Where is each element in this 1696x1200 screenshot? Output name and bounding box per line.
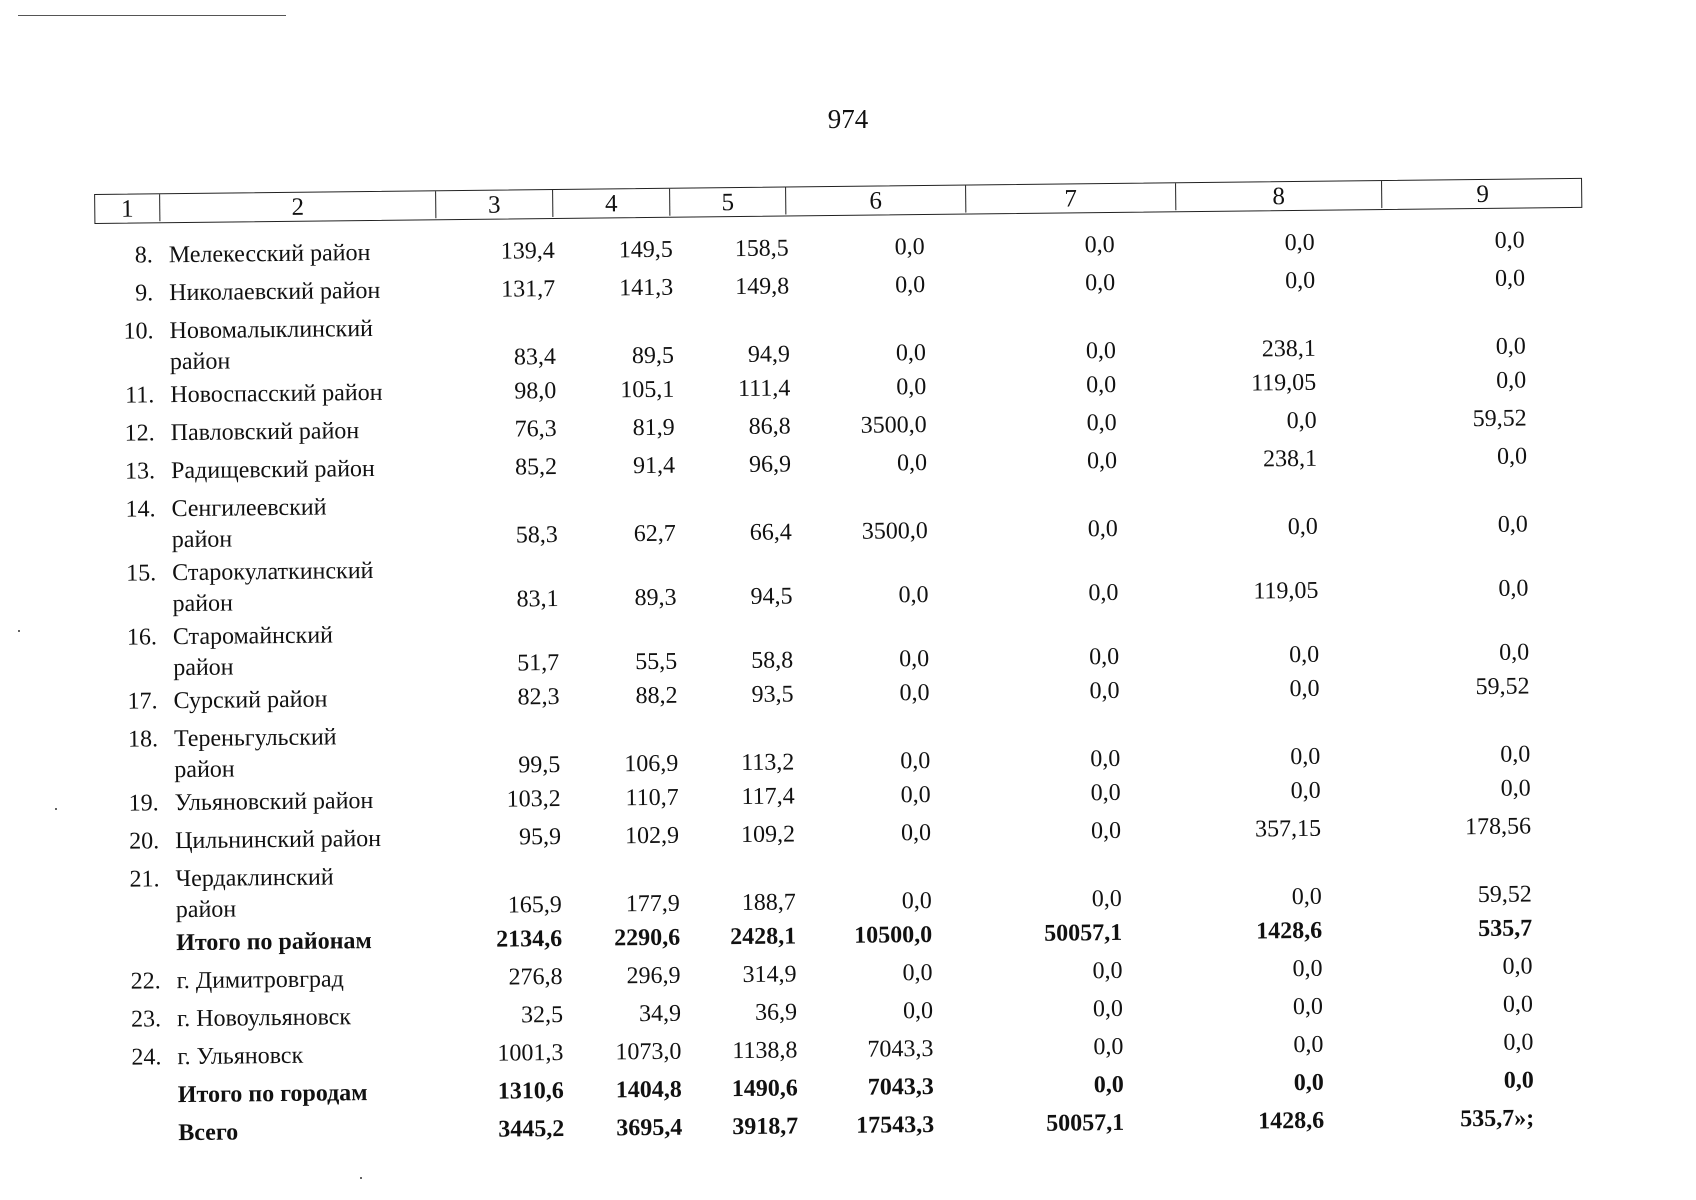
cell-col-8: 0,0	[1293, 1069, 1324, 1097]
cell-col-5: 96,9	[748, 451, 792, 478]
cell-col-6: 7043,3	[867, 1035, 934, 1063]
cell-col-9: 0,0	[1503, 1029, 1534, 1056]
cell-col-8: 0,0	[1287, 513, 1318, 541]
header-col-3: 3	[435, 190, 552, 218]
cell-col-6: 0,0	[895, 340, 927, 367]
cell-col-7: 0,0	[1091, 885, 1122, 913]
row-name	[169, 313, 510, 379]
cell-col-4: 177,9	[625, 890, 680, 918]
row-name	[169, 275, 509, 310]
cell-col-4: 62,7	[633, 520, 676, 548]
row-number: 14.	[125, 496, 156, 523]
cell-col-3: 32,5	[520, 1001, 564, 1029]
row-name-line: г. Новоульяновск	[176, 1004, 352, 1033]
cell-col-9: 0,0	[1497, 511, 1528, 538]
cell-col-4: 34,9	[638, 1000, 682, 1028]
row-name-line: район	[173, 654, 234, 682]
cell-col-5: 66,4	[749, 519, 792, 546]
cell-col-7: 0,0	[1092, 957, 1123, 985]
cell-col-5: 94,5	[750, 583, 793, 610]
cell-col-6: 10500,0	[854, 921, 933, 949]
cell-col-8: 0,0	[1289, 641, 1320, 669]
row-name	[174, 720, 515, 786]
row-name	[173, 618, 514, 684]
cell-col-5: 1138,8	[732, 1037, 798, 1065]
cell-col-3: 131,7	[501, 276, 556, 303]
cell-col-9: 0,0	[1502, 953, 1533, 980]
cell-col-5: 36,9	[754, 999, 798, 1026]
cell-col-5: 86,8	[748, 413, 791, 440]
cell-col-9: 59,52	[1472, 405, 1527, 433]
cell-col-6: 0,0	[902, 997, 934, 1025]
row-number: 21.	[129, 866, 160, 893]
cell-col-9: 59,52	[1475, 673, 1530, 701]
cell-col-8: 0,0	[1284, 229, 1315, 257]
cell-col-6: 0,0	[896, 374, 927, 401]
cell-col-3: 98,0	[514, 378, 557, 405]
row-number: 11.	[125, 382, 155, 409]
cell-col-9: 535,7»;	[1460, 1105, 1535, 1133]
cell-col-5: 3918,7	[732, 1113, 799, 1141]
row-name-line: г. Ульяновск	[177, 1042, 304, 1071]
cell-col-9: 0,0	[1495, 333, 1526, 360]
cell-col-8: 0,0	[1290, 743, 1321, 771]
header-col-6: 6	[785, 186, 965, 215]
cell-col-8: 0,0	[1292, 993, 1324, 1021]
scan-speck	[55, 808, 57, 810]
row-number: 13.	[124, 458, 156, 485]
row-name	[176, 924, 516, 959]
row-name	[171, 490, 512, 556]
row-name-line: г. Димитровград	[176, 966, 344, 995]
cell-col-8: 238,1	[1262, 445, 1318, 473]
cell-col-4: 141,3	[619, 274, 674, 302]
row-name	[178, 1114, 518, 1149]
cell-col-8: 357,15	[1254, 815, 1322, 843]
cell-col-7: 0,0	[1087, 515, 1118, 543]
row-name-line: Итого по районам	[176, 928, 372, 957]
cell-col-7: 50057,1	[1044, 919, 1123, 947]
row-name-line: Радищевский район	[170, 455, 375, 485]
header-col-2: 2	[159, 191, 435, 221]
cell-col-5: 113,2	[741, 749, 795, 777]
cell-col-3: 3445,2	[498, 1115, 565, 1143]
cell-col-3: 76,3	[514, 416, 557, 443]
row-number: 12.	[124, 420, 155, 447]
row-name-line: район	[172, 590, 234, 618]
row-number: 24.	[131, 1044, 162, 1071]
row-name-line: район	[175, 896, 237, 924]
cell-col-9: 0,0	[1496, 443, 1528, 470]
row-name-line: Новомалыклинский	[169, 315, 374, 345]
cell-col-8: 0,0	[1293, 1031, 1324, 1059]
cell-col-5: 94,9	[747, 341, 791, 368]
row-name-line: Всего	[178, 1119, 239, 1147]
cell-col-8: 119,05	[1250, 369, 1317, 397]
cell-col-8: 0,0	[1292, 955, 1323, 983]
header-col-5: 5	[669, 188, 785, 216]
cell-col-4: 55,5	[635, 648, 678, 676]
cell-col-3: 95,9	[518, 823, 562, 851]
table-header	[94, 178, 1582, 224]
row-name-line: район	[174, 756, 235, 784]
row-name-line: Сенгилеевский	[171, 494, 327, 523]
scan-speck	[18, 630, 20, 632]
cell-col-6: 0,0	[902, 959, 933, 987]
cell-col-3: 58,3	[515, 521, 558, 549]
cell-col-8: 1428,6	[1258, 1107, 1325, 1135]
cell-col-8: 119,05	[1253, 577, 1319, 605]
cell-col-6: 3500,0	[860, 411, 927, 439]
cell-col-5: 93,5	[751, 681, 794, 708]
cell-col-4: 89,3	[634, 584, 677, 612]
row-name-line: Цильнинский район	[174, 825, 382, 855]
header-col-8: 8	[1175, 181, 1381, 210]
cell-col-7: 0,0	[1086, 409, 1117, 437]
row-name-line: Мелекесский район	[168, 240, 371, 269]
row-name-line: Ульяновский район	[174, 788, 374, 817]
cell-col-6: 0,0	[900, 747, 931, 775]
cell-col-4: 149,5	[618, 236, 673, 264]
cell-col-9: 178,56	[1464, 813, 1532, 841]
cell-col-5: 188,7	[741, 889, 796, 917]
row-name	[170, 377, 510, 412]
cell-col-4: 81,9	[632, 414, 675, 442]
cell-col-9: 0,0	[1502, 991, 1534, 1018]
cell-col-4: 88,2	[635, 682, 678, 710]
cell-col-3: 85,2	[514, 453, 558, 481]
cell-col-7: 50057,1	[1046, 1109, 1125, 1137]
cell-col-3: 103,2	[506, 785, 561, 813]
row-name	[177, 1038, 517, 1073]
row-number: 23.	[130, 1006, 162, 1033]
row-name-line: Сурский район	[173, 686, 328, 715]
cell-col-6: 0,0	[900, 781, 931, 809]
header-col-4: 4	[552, 189, 669, 217]
cell-col-7: 0,0	[1084, 269, 1116, 297]
cell-col-7: 0,0	[1086, 371, 1117, 399]
cell-col-7: 0,0	[1093, 1033, 1124, 1061]
cell-col-9: 0,0	[1500, 741, 1531, 768]
cell-col-5: 117,4	[741, 783, 795, 811]
cell-col-9: 0,0	[1494, 265, 1526, 292]
cell-col-9: 0,0	[1503, 1067, 1534, 1094]
cell-col-7: 0,0	[1089, 677, 1120, 705]
row-name-line: Итого по городам	[177, 1080, 368, 1109]
cell-col-5: 1490,6	[731, 1075, 798, 1103]
cell-col-6: 0,0	[896, 449, 928, 477]
cell-col-5: 314,9	[742, 961, 797, 989]
cell-col-7: 0,0	[1089, 643, 1120, 671]
cell-col-5: 58,8	[751, 647, 794, 674]
row-name	[171, 452, 511, 487]
cell-col-4: 89,5	[631, 342, 675, 370]
cell-col-5: 109,2	[740, 821, 796, 849]
cell-col-4: 106,9	[624, 750, 679, 778]
cell-col-9: 0,0	[1498, 575, 1529, 602]
cell-col-8: 238,1	[1261, 335, 1316, 363]
cell-col-8: 1428,6	[1256, 917, 1323, 945]
cell-col-8: 0,0	[1284, 267, 1316, 295]
cell-col-7: 0,0	[1090, 779, 1121, 807]
row-name	[177, 1000, 517, 1035]
cell-col-6: 0,0	[899, 645, 930, 673]
row-name	[176, 962, 516, 997]
cell-col-7: 0,0	[1088, 579, 1119, 607]
cell-col-9: 535,7	[1477, 915, 1533, 943]
cell-col-4: 2290,6	[614, 924, 681, 952]
cell-col-9: 0,0	[1496, 367, 1527, 394]
cell-col-6: 0,0	[894, 234, 925, 261]
cell-col-7: 0,0	[1092, 995, 1124, 1023]
cell-col-9: 0,0	[1494, 227, 1525, 254]
row-name	[169, 237, 509, 272]
row-name	[175, 822, 515, 857]
row-name-line: Павловский район	[170, 418, 360, 447]
cell-col-6: 3500,0	[861, 517, 928, 545]
cell-col-7: 0,0	[1084, 231, 1115, 259]
cell-col-5: 149,8	[735, 273, 790, 301]
cell-col-6: 7043,3	[867, 1073, 934, 1101]
cell-col-7: 0,0	[1090, 745, 1121, 773]
cell-col-3: 51,7	[517, 649, 560, 677]
cell-col-4: 3695,4	[616, 1114, 683, 1142]
cell-col-3: 1001,3	[497, 1039, 564, 1067]
cell-col-6: 0,0	[900, 819, 932, 847]
cell-col-6: 0,0	[898, 581, 929, 609]
row-name-line: Тереньгульский	[173, 724, 337, 753]
row-number: 9.	[135, 280, 154, 307]
cell-col-8: 0,0	[1291, 883, 1322, 911]
cell-col-3: 165,9	[507, 891, 562, 919]
row-name	[173, 682, 513, 717]
cell-col-7: 0,0	[1093, 1071, 1124, 1099]
row-number: 20.	[128, 828, 160, 855]
cell-col-8: 0,0	[1286, 407, 1317, 435]
cell-col-4: 296,9	[626, 962, 681, 990]
cell-col-7: 0,0	[1090, 817, 1122, 845]
cell-col-6: 17543,3	[856, 1111, 935, 1139]
cell-col-9: 59,52	[1477, 881, 1532, 909]
cell-col-3: 139,4	[500, 238, 555, 265]
cell-col-6: 0,0	[901, 887, 932, 915]
row-name	[172, 554, 513, 620]
page-number: 974	[827, 104, 869, 134]
cell-col-3: 276,8	[508, 963, 563, 991]
cell-col-7: 0,0	[1086, 447, 1118, 475]
row-name-line: Новоспасский район	[170, 379, 383, 409]
row-name-line: район	[169, 348, 231, 376]
scan-speck	[360, 1177, 362, 1179]
row-name	[178, 1076, 518, 1111]
cell-col-4: 110,7	[625, 784, 679, 812]
row-name	[175, 784, 515, 819]
cell-col-7: 0,0	[1085, 337, 1117, 365]
cell-col-8: 0,0	[1289, 675, 1320, 703]
row-number: 8.	[134, 242, 153, 269]
row-name-line: Николаевский район	[169, 277, 381, 307]
row-name-line: Старокулаткинский	[172, 557, 374, 587]
row-number: 18.	[127, 726, 159, 753]
cell-col-4: 91,4	[632, 452, 676, 480]
header-col-9: 9	[1381, 179, 1583, 208]
row-name	[171, 415, 511, 450]
row-number: 15.	[126, 560, 157, 587]
cell-col-3: 99,5	[518, 751, 561, 779]
cell-col-8: 0,0	[1290, 777, 1321, 805]
row-number: 17.	[127, 688, 158, 715]
cell-col-5: 158,5	[734, 235, 789, 263]
cell-col-4: 102,9	[624, 822, 680, 850]
row-name-line: Старомайнский	[172, 622, 334, 651]
cell-col-6: 0,0	[894, 272, 926, 299]
cell-col-3: 2134,6	[496, 925, 563, 953]
row-name-line: Чердаклинский	[175, 864, 334, 893]
header-col-7: 7	[965, 183, 1175, 212]
row-number: 16.	[126, 624, 158, 651]
cell-col-3: 1310,6	[497, 1077, 564, 1105]
cell-col-6: 0,0	[899, 679, 930, 707]
row-number: 10.	[123, 318, 154, 345]
cell-col-3: 82,3	[517, 683, 560, 711]
cell-col-5: 2428,1	[730, 923, 797, 951]
row-name	[175, 860, 516, 926]
cell-col-3: 83,4	[513, 344, 557, 371]
cell-col-4: 105,1	[620, 376, 675, 404]
row-number: 22.	[130, 968, 161, 995]
row-name-line: район	[171, 526, 233, 554]
cell-col-4: 1073,0	[615, 1038, 682, 1066]
cell-col-4: 1404,8	[615, 1076, 682, 1104]
cell-col-3: 83,1	[516, 585, 559, 613]
cell-col-9: 0,0	[1500, 775, 1531, 802]
cell-col-5: 111,4	[737, 375, 791, 403]
cell-col-9: 0,0	[1499, 639, 1530, 666]
header-col-1: 1	[120, 195, 134, 223]
row-number: 19.	[128, 790, 159, 817]
